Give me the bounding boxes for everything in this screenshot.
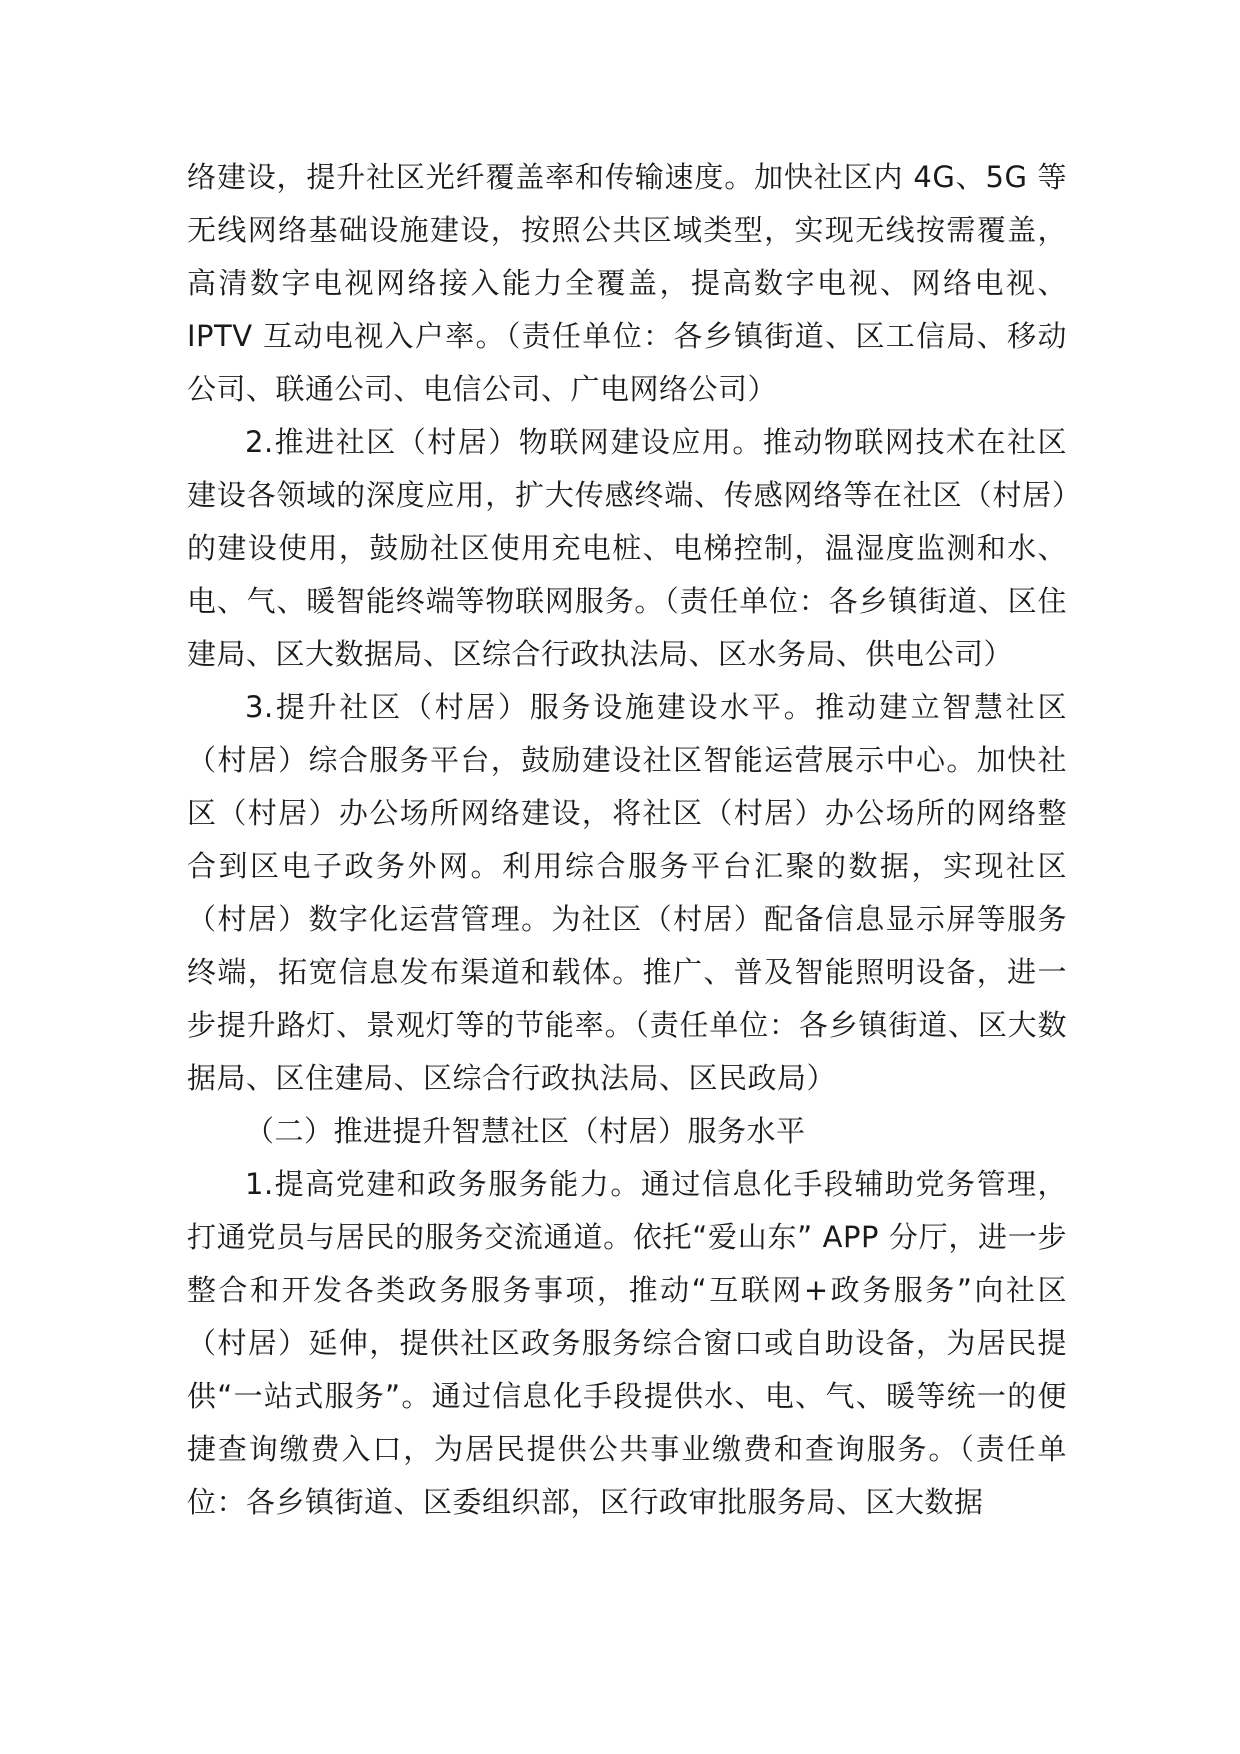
paragraph-service-facilities: 3.提升社区（村居）服务设施建设水平。推动建立智慧社区（村居）综合服务平台，鼓励建设社区智能运营展示中心。加快社区（村居）办公场所网络建设，将社区（村居）办公场所的网络整合到区电子政务外网。利用综合服务平台汇聚的数据，实现社区（村居）数字化运营管理。为社区（村居）配备信息显示屏等服务终端，拓宽信息发布渠道和载体。推广、普及智能照明设备，进一步提升路灯、景观灯等的节能率。（责任单位：各乡镇街道、区大数据局、区住建局、区综合行政执法局、区民政局） <box>187 690 1067 1095</box>
paragraph-network-construction: 络建设，提升社区光纤覆盖率和传输速度。加快社区内 4G、5G 等无线网络基础设施建设，按照公共区域类型，实现无线按需覆盖，高清数字电视网络接入能力全覆盖，提高数字电视、网络电视、IPTV 互动电视入户率。（责任单位：各乡镇街道、区工信局、移动公司、联通公司、电信公司、广电网络公司） <box>187 160 1067 406</box>
paragraph-iot-application: 2.推进社区（村居）物联网建设应用。推动物联网技术在社区建设各领域的深度应用，扩大传感终端、传感网络等在社区（村居）的建设使用，鼓励社区使用充电桩、电梯控制，温湿度监测和水、电、气、暖智能终端等物联网服务。（责任单位：各乡镇街道、区住建局、区大数据局、区综合行政执法局、区水务局、供电公司） <box>187 425 1067 671</box>
document-body <box>187 151 1067 1529</box>
section-heading-service-level: （二）推进提升智慧社区（村居）服务水平 <box>245 1114 806 1148</box>
paragraph-party-government-services: 1.提高党建和政务服务能力。通过信息化手段辅助党务管理，打通党员与居民的服务交流通道。依托“爱山东” APP 分厅，进一步整合和开发各类政务服务事项，推动“互联网+政务服务”向社区（村居）延伸，提供社区政务服务综合窗口或自助设备，为居民提供“一站式服务”。通过信息化手段提供水、电、气、暖等统一的便捷查询缴费入口，为居民提供公共事业缴费和查询服务。（责任单位：各乡镇街道、区委组织部，区行政审批服务局、区大数据 <box>187 1167 1067 1519</box>
